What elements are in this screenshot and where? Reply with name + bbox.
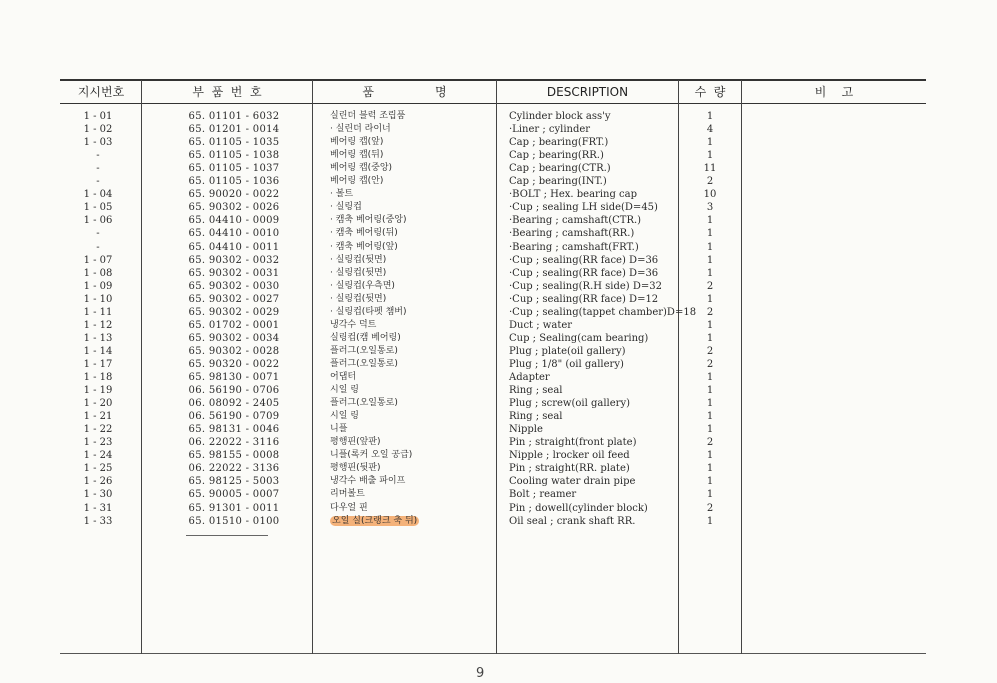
row-description: Pin ; straight(RR. plate) <box>509 463 630 475</box>
row-quantity: 1 <box>706 150 714 162</box>
table-row <box>0 358 997 371</box>
row-part-number: 06. 56190 - 0706 <box>188 385 280 397</box>
row-description: Adapter <box>509 372 550 383</box>
row-number: 1 - 08 <box>83 267 113 279</box>
row-part-number: 06. 22022 - 3136 <box>188 463 280 475</box>
row-korean-name: 리머볼트 <box>330 489 365 500</box>
row-number: 1 - 04 <box>83 189 113 201</box>
row-number: 1 - 17 <box>83 358 113 370</box>
row-description: ·Bearing ; camshaft(CTR.) <box>509 215 642 227</box>
row-quantity: 2 <box>706 502 714 514</box>
row-quantity: 1 <box>706 254 714 266</box>
row-description: ·Cup ; sealing(RR face) D=36 <box>509 254 659 266</box>
row-part-number: 65. 01702 - 0001 <box>188 319 280 331</box>
row-quantity: 1 <box>706 137 714 149</box>
row-description: Cylinder block ass'y <box>509 111 611 122</box>
row-number: 1 - 25 <box>83 463 113 475</box>
header-no: 지시번호 <box>77 85 125 99</box>
row-description: ·Cup ; sealing(R.H side) D=32 <box>509 280 663 292</box>
row-quantity: 2 <box>706 437 714 449</box>
table-row <box>0 384 997 397</box>
row-part-number: 65. 98125 - 5003 <box>188 476 280 488</box>
row-korean-name: · 볼트 <box>330 189 354 200</box>
table-row <box>0 502 997 515</box>
table-row <box>0 162 997 175</box>
row-korean-name: 실린더 블럭 조립품 <box>330 111 406 121</box>
row-number: 1 - 21 <box>83 411 113 423</box>
row-number: 1 - 18 <box>83 372 113 383</box>
underline-mark <box>186 535 268 536</box>
header-description: DESCRIPTION <box>546 85 629 99</box>
table-row <box>0 267 997 280</box>
row-part-number: 65. 90320 - 0022 <box>188 358 280 370</box>
row-description: Cup ; Sealing(cam bearing) <box>509 332 649 344</box>
row-part-number: 65. 01105 - 1037 <box>188 163 280 175</box>
row-number: 1 - 11 <box>83 306 113 318</box>
row-part-number: 06. 22022 - 3116 <box>188 437 280 449</box>
row-description: Plug ; screw(oil gallery) <box>509 398 630 410</box>
row-quantity: 1 <box>706 515 714 527</box>
table-row <box>0 188 997 201</box>
highlight-mark: 오일 실(크랭크 축 뒤) <box>332 515 418 526</box>
table-row <box>0 254 997 267</box>
row-part-number: 65. 90020 - 0022 <box>188 189 280 201</box>
row-korean-name: 베어링 캡(뒤) <box>330 150 384 161</box>
table-row <box>0 293 997 306</box>
row-korean-name: · 실링컵(타펫 챔버) <box>330 306 407 317</box>
row-number: 1 - 01 <box>83 111 113 122</box>
row-part-number: 65. 90302 - 0031 <box>188 267 280 279</box>
row-description: ·Liner ; cylinder <box>509 124 591 136</box>
row-korean-name: 냉각수 배출 파이프 <box>330 476 406 487</box>
row-number: 1 - 09 <box>83 280 113 292</box>
row-korean-name: 다우얼 핀 <box>330 502 368 513</box>
row-description: Cap ; bearing(CTR.) <box>509 163 611 175</box>
row-quantity: 1 <box>706 332 714 344</box>
row-number: 1 - 22 <box>83 424 113 436</box>
row-quantity: 1 <box>706 228 714 240</box>
row-description: Pin ; straight(front plate) <box>509 437 637 449</box>
header-part-no: 부 품 번 호 <box>192 85 262 99</box>
row-number: 1 - 03 <box>83 137 113 149</box>
row-description: ·Bearing ; camshaft(RR.) <box>509 228 635 240</box>
table-row <box>0 280 997 293</box>
row-description: Oil seal ; crank shaft RR. <box>509 515 636 527</box>
header-bottom-rule <box>60 103 926 104</box>
table-row <box>0 306 997 319</box>
row-description: Plug ; plate(oil gallery) <box>509 345 626 357</box>
row-description: Nipple ; lrocker oil feed <box>509 450 630 462</box>
row-part-number: 65. 90302 - 0027 <box>188 293 280 305</box>
row-number: 1 - 33 <box>83 515 113 527</box>
table-row <box>0 436 997 449</box>
row-quantity: 2 <box>706 358 714 370</box>
row-number: - <box>96 150 100 162</box>
row-quantity: 1 <box>706 215 714 227</box>
row-quantity: 3 <box>706 202 714 214</box>
header-name: 품 명 <box>362 85 447 99</box>
row-korean-name: · 캠축 베어링(뒤) <box>330 228 398 239</box>
row-quantity: 1 <box>706 293 714 305</box>
row-number: 1 - 24 <box>83 450 113 462</box>
table-row <box>0 371 997 384</box>
row-number: 1 - 23 <box>83 437 113 449</box>
row-part-number: 65. 04410 - 0009 <box>188 215 280 227</box>
row-korean-name: 시일 링 <box>330 411 359 422</box>
row-quantity: 1 <box>706 476 714 488</box>
row-quantity: 1 <box>706 372 714 383</box>
row-part-number: 65. 98155 - 0008 <box>188 450 280 462</box>
row-quantity: 11 <box>703 163 717 175</box>
row-korean-name: · 캠축 베어링(앞) <box>330 241 398 252</box>
row-korean-name: · 실링컵(뒷면) <box>330 293 387 304</box>
row-number: 1 - 31 <box>83 502 113 514</box>
row-quantity: 1 <box>706 411 714 423</box>
row-part-number: 06. 08092 - 2405 <box>188 398 280 410</box>
row-number: 1 - 05 <box>83 202 113 214</box>
row-korean-name: 니플(록커 오일 공급) <box>330 450 413 461</box>
row-part-number: 65. 90302 - 0029 <box>188 306 280 318</box>
row-part-number: 65. 01201 - 0014 <box>188 124 280 136</box>
row-description: ·Cup ; sealing(tappet chamber)D=18 <box>509 306 697 318</box>
row-korean-name: 시일 링 <box>330 385 359 396</box>
table-row <box>0 319 997 332</box>
row-quantity: 2 <box>706 280 714 292</box>
row-quantity: 2 <box>706 306 714 318</box>
row-quantity: 1 <box>706 385 714 397</box>
row-description: Bolt ; reamer <box>509 489 577 501</box>
table-row <box>0 345 997 358</box>
row-korean-name: 플러그(오일통로) <box>330 358 398 369</box>
row-number: 1 - 07 <box>83 254 113 266</box>
row-korean-name: · 캠축 베어링(중앙) <box>330 215 407 226</box>
row-description: Ring ; seal <box>509 385 563 397</box>
row-number: - <box>96 176 100 188</box>
table-row <box>0 136 997 149</box>
row-part-number: 65. 90302 - 0030 <box>188 280 280 292</box>
row-part-number: 65. 04410 - 0010 <box>188 228 280 240</box>
row-number: 1 - 12 <box>83 319 113 331</box>
row-part-number: 65. 01510 - 0100 <box>188 515 280 527</box>
row-korean-name: 베어링 캡(앞) <box>330 137 384 148</box>
table-row <box>0 214 997 227</box>
row-quantity: 4 <box>706 124 714 136</box>
row-korean-name: 베어링 캡(안) <box>330 176 384 187</box>
page-number: 9 <box>476 666 485 681</box>
table-row <box>0 397 997 410</box>
row-korean-name: · 실링컵(우측면) <box>330 280 395 291</box>
table-row <box>0 488 997 501</box>
row-part-number: 65. 01105 - 1035 <box>188 137 280 149</box>
table-row <box>0 423 997 436</box>
table-row <box>0 449 997 462</box>
table-top-rule <box>60 79 926 81</box>
row-description: ·Cup ; sealing(RR face) D=36 <box>509 267 659 279</box>
row-number: 1 - 30 <box>83 489 113 501</box>
row-korean-name: · 실린더 라이너 <box>330 124 391 135</box>
row-korean-name: · 실링컵(뒷면) <box>330 254 387 265</box>
header-qty: 수 량 <box>694 85 726 99</box>
row-korean-name <box>330 515 495 528</box>
row-description: Cooling water drain pipe <box>509 476 636 488</box>
row-quantity: 1 <box>706 463 714 475</box>
row-part-number: 65. 98131 - 0046 <box>188 424 280 436</box>
table-row <box>0 175 997 188</box>
row-number: - <box>96 228 100 240</box>
row-description: Cap ; bearing(RR.) <box>509 150 604 162</box>
row-part-number: 06. 56190 - 0709 <box>188 411 280 423</box>
row-number: 1 - 10 <box>83 293 113 305</box>
row-korean-name: 냉각수 덕트 <box>330 319 377 330</box>
row-part-number: 65. 90005 - 0007 <box>188 489 280 501</box>
row-quantity: 10 <box>703 189 717 201</box>
row-part-number: 65. 90302 - 0026 <box>188 202 280 214</box>
row-quantity: 2 <box>706 176 714 188</box>
row-part-number: 65. 01101 - 6032 <box>188 111 280 122</box>
table-row <box>0 410 997 423</box>
row-part-number: 65. 04410 - 0011 <box>188 241 280 253</box>
row-korean-name: · 실링컵 <box>330 202 362 213</box>
row-part-number: 65. 91301 - 0011 <box>188 502 280 514</box>
table-row <box>0 149 997 162</box>
row-description: ·BOLT ; Hex. bearing cap <box>509 189 638 201</box>
row-korean-name: 어댑터 <box>330 372 357 382</box>
table-row <box>0 475 997 488</box>
row-korean-name: 평행핀(뒷판) <box>330 463 381 474</box>
table-row <box>0 515 997 528</box>
row-description: ·Cup ; sealing(RR face) D=12 <box>509 293 659 305</box>
row-part-number: 65. 90302 - 0034 <box>188 332 280 344</box>
row-part-number: 65. 01105 - 1038 <box>188 150 280 162</box>
header-remarks: 비 고 <box>814 85 854 99</box>
row-quantity: 2 <box>706 345 714 357</box>
row-number: 1 - 02 <box>83 124 113 136</box>
row-korean-name: 베어링 캡(중앙) <box>330 163 393 174</box>
row-number: 1 - 06 <box>83 215 113 227</box>
table-row <box>0 201 997 214</box>
row-quantity: 1 <box>706 424 714 436</box>
row-quantity: 1 <box>706 267 714 279</box>
row-number: - <box>96 163 100 175</box>
row-description: ·Bearing ; camshaft(FRT.) <box>509 241 639 253</box>
row-korean-name: 실링컵(캠 베어링) <box>330 332 401 343</box>
row-part-number: 65. 90302 - 0028 <box>188 345 280 357</box>
row-description: Cap ; bearing(INT.) <box>509 176 607 188</box>
table-row <box>0 227 997 240</box>
row-quantity: 1 <box>706 111 714 122</box>
row-korean-name: 니플 <box>330 424 348 435</box>
row-description: Cap ; bearing(FRT.) <box>509 137 609 149</box>
row-part-number: 65. 01105 - 1036 <box>188 176 280 188</box>
row-number: 1 - 19 <box>83 385 113 397</box>
row-number: 1 - 26 <box>83 476 113 488</box>
row-quantity: 1 <box>706 241 714 253</box>
row-description: Duct ; water <box>509 319 573 331</box>
row-description: ·Cup ; sealing LH side(D=45) <box>509 202 658 214</box>
row-quantity: 1 <box>706 489 714 501</box>
row-quantity: 1 <box>706 398 714 410</box>
row-quantity: 1 <box>706 450 714 462</box>
table-row <box>0 332 997 345</box>
row-part-number: 65. 90302 - 0032 <box>188 254 280 266</box>
table-bottom-rule <box>60 653 926 654</box>
row-part-number: 65. 98130 - 0071 <box>188 372 280 383</box>
row-number: - <box>96 241 100 253</box>
row-korean-name: 플러그(오일통로) <box>330 398 398 409</box>
table-row <box>0 241 997 254</box>
row-korean-name: 플러그(오일통로) <box>330 345 398 356</box>
table-row <box>0 110 997 123</box>
row-description: Nipple <box>509 424 543 436</box>
row-description: Ring ; seal <box>509 411 563 423</box>
row-korean-name: · 실링컵(뒷면) <box>330 267 387 278</box>
table-row <box>0 462 997 475</box>
table-row <box>0 123 997 136</box>
row-number: 1 - 13 <box>83 332 113 344</box>
row-quantity: 1 <box>706 319 714 331</box>
row-description: Pin ; dowell(cylinder block) <box>509 502 648 514</box>
row-number: 1 - 14 <box>83 345 113 357</box>
row-description: Plug ; 1/8" (oil gallery) <box>509 358 624 370</box>
row-korean-name: 평행핀(앞판) <box>330 437 381 448</box>
row-number: 1 - 20 <box>83 398 113 410</box>
